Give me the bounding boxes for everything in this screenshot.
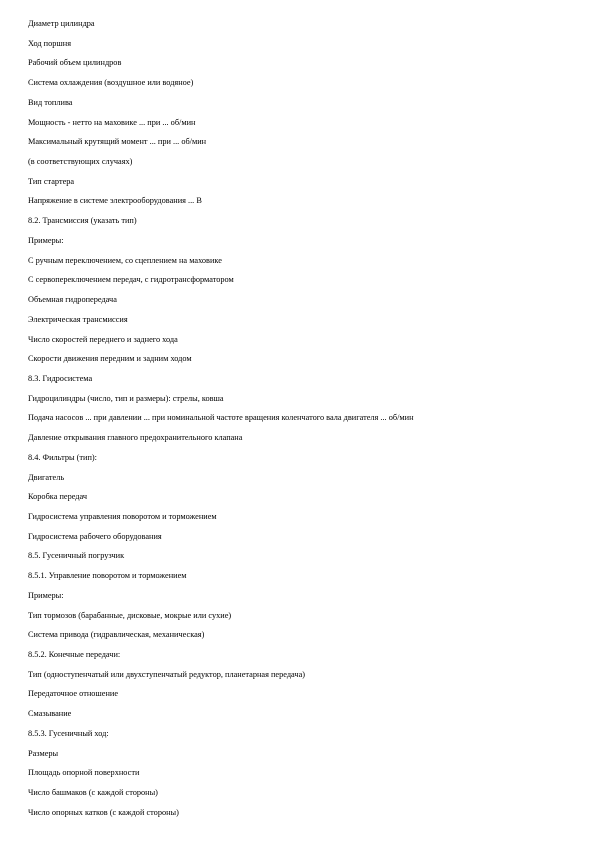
text-line: Максимальный крутящий момент ... при ... об/мин [28, 137, 207, 147]
text-line: Тип (одноступенчатый или двухступенчатый редуктор, планетарная передача) [28, 669, 306, 679]
section-heading: 8.5.1. Управление поворотом и торможением [28, 571, 187, 581]
text-line: Электрическая трансмиссия [28, 314, 128, 324]
text-line: Смазывание [28, 709, 72, 719]
section-heading: 8.5.2. Конечные передачи: [28, 650, 121, 659]
text-line: С сервопереключением передач, с гидротрансформатором [28, 275, 234, 285]
text-line: Система привода (гидравлическая, механическая) [28, 630, 205, 640]
text-line: Мощность - нетто на маховике ... при ... об/мин [28, 117, 196, 127]
text-line: Размеры [28, 748, 59, 758]
text-line: Площадь опорной поверхности [28, 768, 140, 778]
section-heading: 8.5.3. Гусеничный ход: [28, 728, 109, 738]
text-line: Диаметр цилиндра [28, 19, 95, 28]
section-heading: 8.2. Трансмиссия (указать тип) [28, 216, 137, 226]
text-line: Число опорных катков (с каждой стороны) [28, 807, 179, 817]
text-line: Скорости движения передним и задним ходом [28, 354, 192, 364]
text-line: Примеры: [28, 235, 64, 245]
section-heading: 8.5. Гусеничный погрузчик [28, 551, 125, 561]
text-line: (в соответствующих случаях) [28, 157, 133, 167]
text-line: Гидроцилиндры (число, тип и размеры): стрелы, ковша [28, 393, 224, 403]
text-line: Вид топлива [28, 97, 73, 107]
document-text [28, 17, 588, 825]
text-line: Система охлаждения (воздушное или водяное) [28, 78, 194, 88]
text-line: Примеры: [28, 590, 64, 600]
text-line: Число скоростей переднего и заднего хода [28, 334, 178, 344]
section-heading: 8.3. Гидросистема [28, 373, 93, 383]
text-line: Число башмаков (с каждой стороны) [28, 788, 158, 798]
text-line: С ручным переключением, со сцеплением на маховике [28, 255, 222, 265]
text-line: Объемная гидропередача [28, 295, 117, 305]
section-heading: 8.4. Фильтры (тип): [28, 452, 97, 462]
text-line: Подача насосов ... при давлении ... при номинальной частоте вращения коленчатого вала двигателя ... об/мин [28, 413, 414, 423]
text-line: Давление открывания главного предохранительного клапана [28, 433, 243, 443]
text-line: Передаточное отношение [28, 689, 119, 699]
text-line: Тип стартера [28, 176, 75, 186]
text-line: Напряжение в системе электрооборудования ... В [28, 196, 202, 206]
text-line: Двигатель [28, 472, 65, 482]
text-line: Тип тормозов (барабанные, дисковые, мокрые или сухие) [28, 610, 232, 620]
text-line: Ход поршня [28, 38, 72, 48]
text-line: Коробка передач [28, 492, 88, 502]
text-line: Гидросистема управления поворотом и торможением [28, 511, 217, 521]
text-line: Гидросистема рабочего оборудования [28, 531, 162, 541]
text-line: Рабочий объем цилиндров [28, 58, 122, 68]
